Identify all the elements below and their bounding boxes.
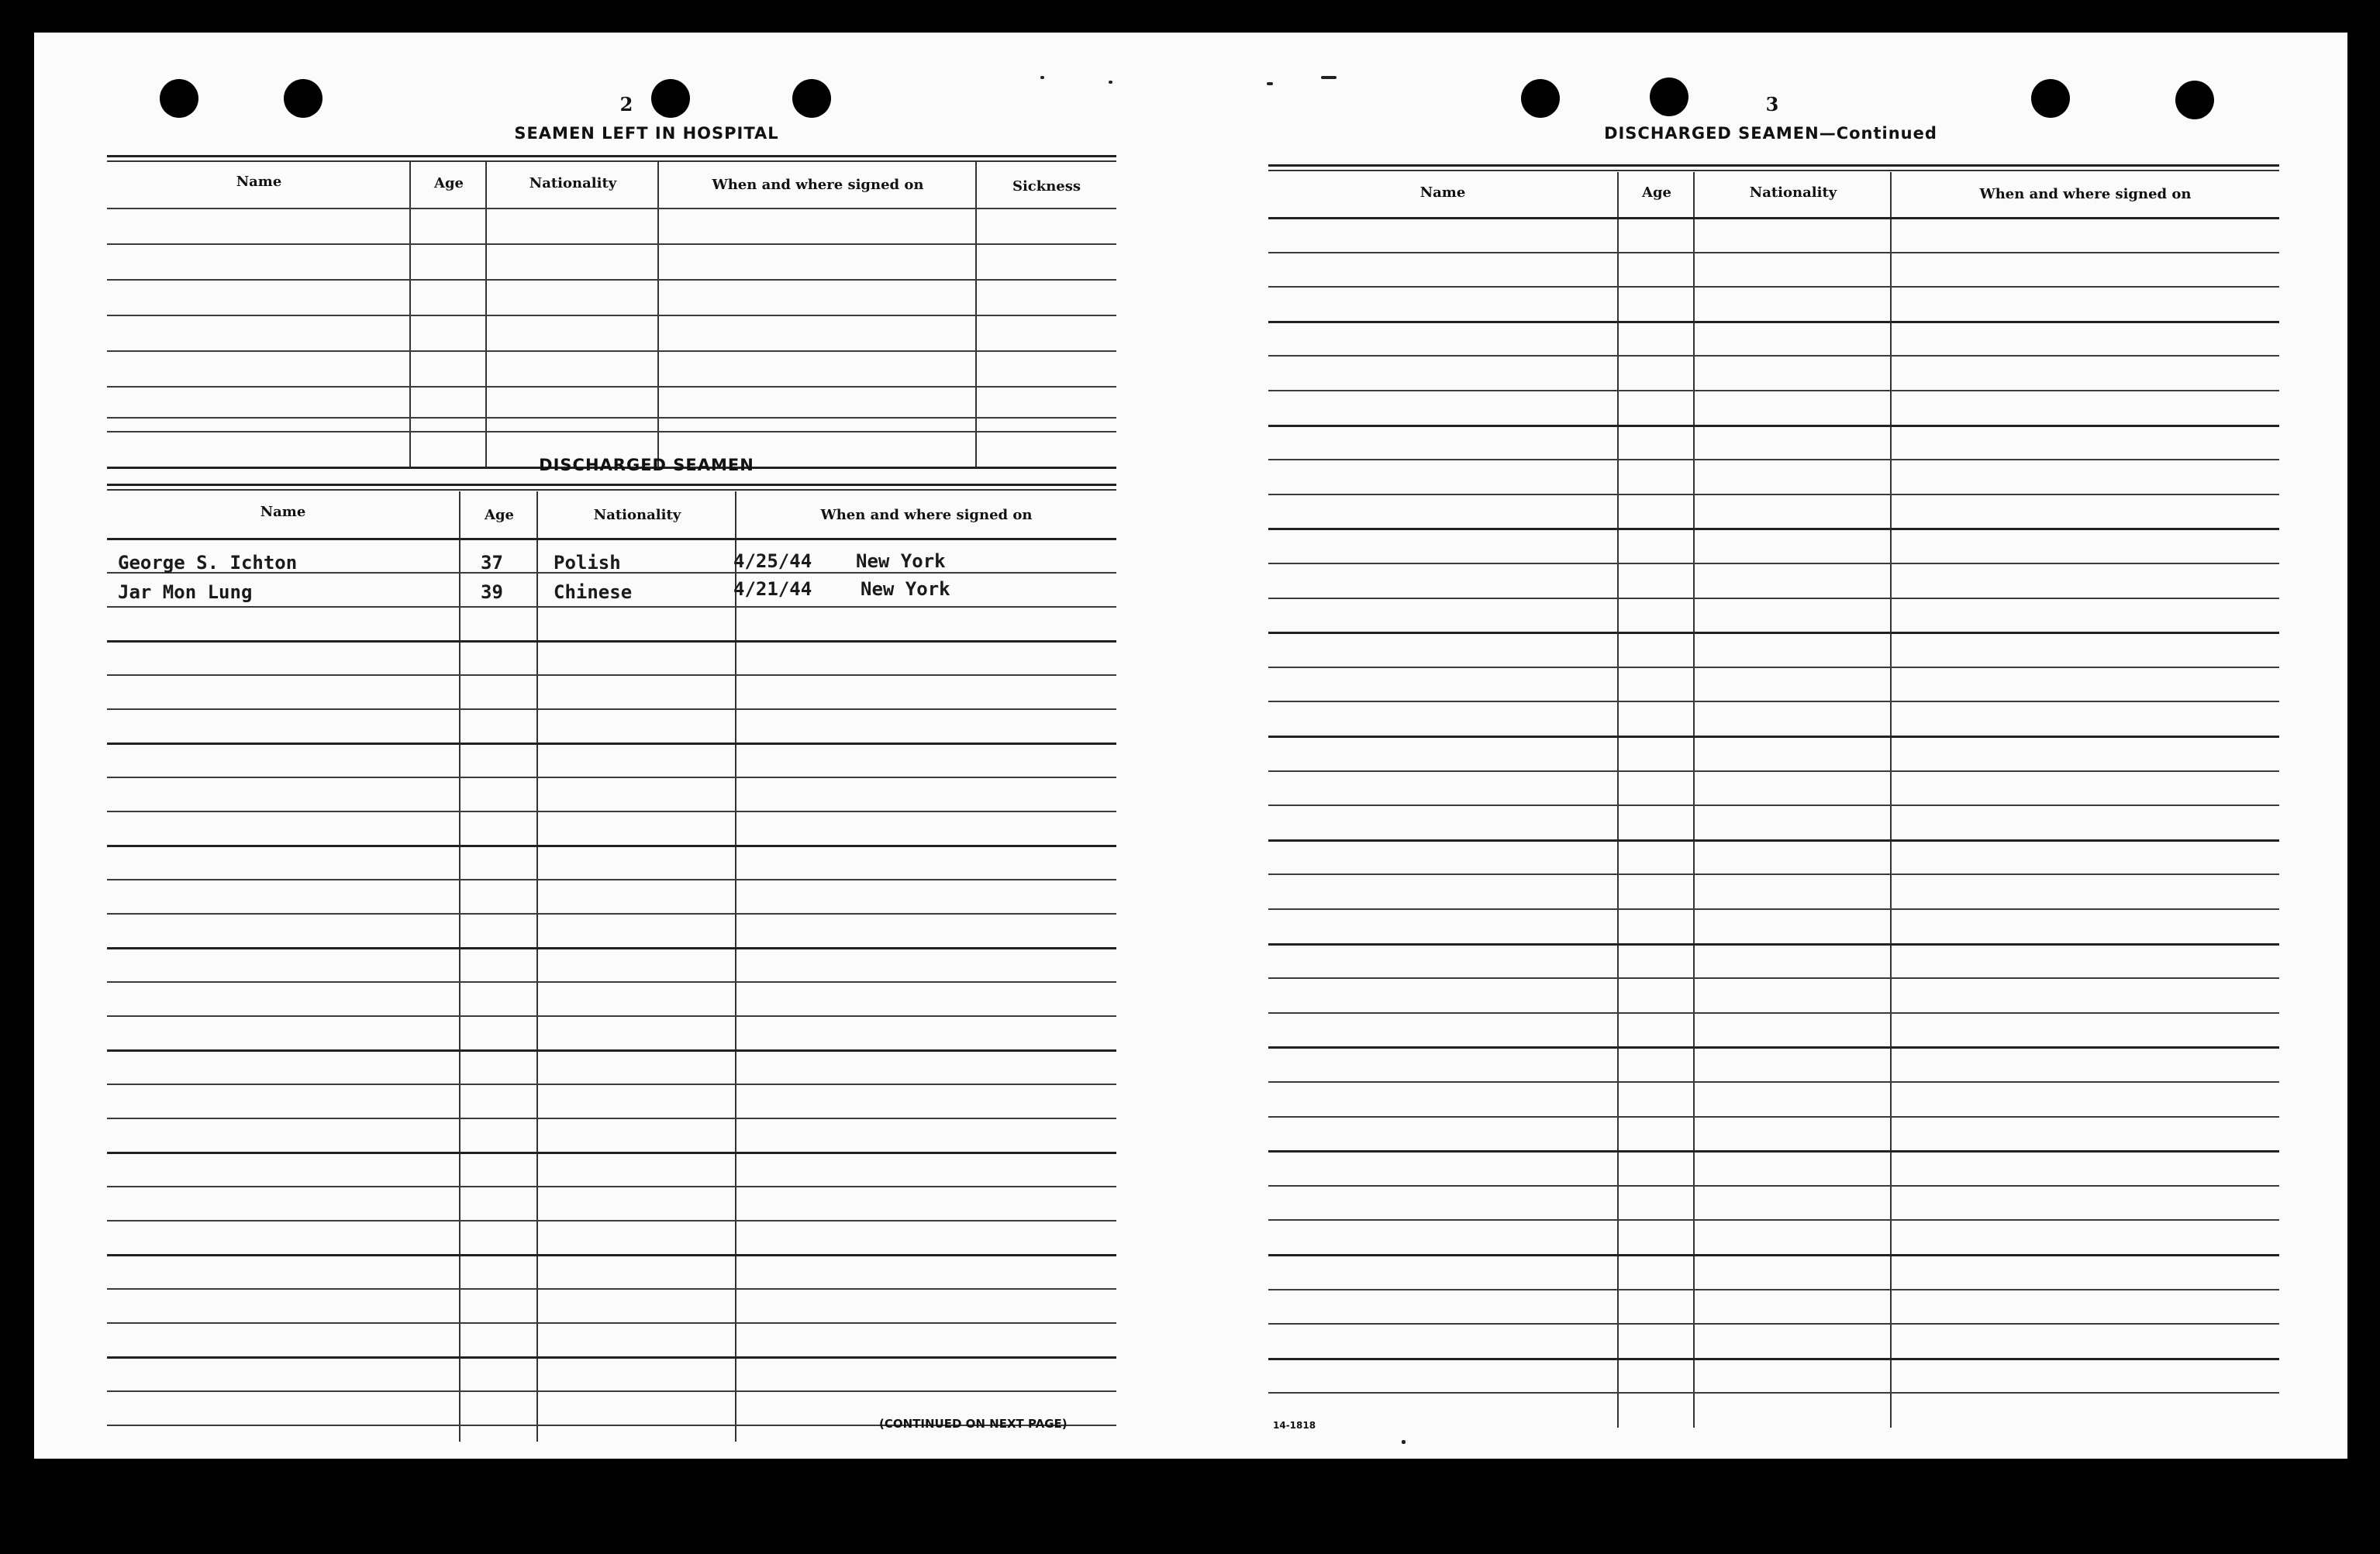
- col-header-name: Name: [236, 174, 282, 190]
- col-header-age: Age: [484, 507, 514, 523]
- speck: [1321, 76, 1337, 79]
- punch-hole: [651, 79, 690, 118]
- entry-place: New York: [861, 578, 950, 600]
- ruled-line: [1268, 908, 2279, 910]
- col-header-sickness: Sickness: [1012, 178, 1081, 195]
- ruled-line: [1268, 873, 2279, 875]
- section-rule: [107, 489, 1116, 491]
- col-header-name: Name: [260, 504, 306, 520]
- ruled-line: [107, 1288, 1116, 1290]
- continued-note: (CONTINUED ON NEXT PAGE): [879, 1417, 1068, 1431]
- entry-nationality: Chinese: [554, 581, 633, 603]
- punch-hole: [284, 79, 323, 118]
- ruled-line: [107, 1049, 1116, 1052]
- section-rule: [107, 484, 1116, 486]
- col-header-signed-on: When and where signed on: [712, 177, 924, 193]
- col-header-name: Name: [1419, 184, 1466, 201]
- document-sheet: [34, 33, 2347, 1459]
- ruled-line: [1268, 217, 2279, 219]
- ruled-line: [1268, 563, 2279, 564]
- top-rule: [107, 155, 1116, 157]
- ruled-line: [107, 1356, 1116, 1359]
- top-rule: [1268, 164, 2279, 167]
- col-header-nationality: Nationality: [593, 507, 681, 523]
- discharged-continued-title: DISCHARGED SEAMEN—Continued: [1604, 124, 1937, 143]
- ruled-line: [1268, 1185, 2279, 1187]
- row-line: [107, 208, 1116, 209]
- column-divider: [1890, 172, 1892, 1428]
- col-header-nationality: Nationality: [1749, 184, 1837, 201]
- entry-place: New York: [856, 550, 946, 572]
- speck: [1109, 81, 1112, 84]
- ruled-line: [1268, 839, 2279, 842]
- ruled-line: [107, 913, 1116, 915]
- ruled-line: [1268, 1289, 2279, 1290]
- ruled-line: [1268, 494, 2279, 495]
- ruled-line: [107, 1118, 1116, 1119]
- ruled-line: [107, 1390, 1116, 1392]
- entry-name: Jar Mon Lung: [118, 581, 253, 603]
- column-divider: [1617, 172, 1619, 1428]
- ruled-line: [107, 1152, 1116, 1154]
- col-header-signed-on: When and where signed on: [820, 507, 1033, 523]
- ruled-line: [107, 981, 1116, 983]
- ruled-line: [107, 845, 1116, 847]
- page-number-right: 3: [1765, 93, 1779, 115]
- entry-date: 4/21/44: [733, 578, 812, 600]
- form-number: 14-1818: [1273, 1420, 1316, 1431]
- discharged-section-title: DISCHARGED SEAMEN: [539, 456, 754, 474]
- ruled-line: [1268, 1046, 2279, 1049]
- ruled-line: [107, 538, 1116, 540]
- ruled-line: [1268, 459, 2279, 460]
- row-line: [107, 279, 1116, 281]
- entry-age: 39: [481, 581, 503, 603]
- ruled-line: [1268, 321, 2279, 323]
- ruled-line: [107, 947, 1116, 949]
- ruled-line: [107, 1220, 1116, 1221]
- col-header-age: Age: [1641, 184, 1671, 201]
- page-number-left: 2: [619, 93, 633, 115]
- col-header-age: Age: [433, 175, 464, 191]
- row-line: [107, 431, 1116, 432]
- entry-date: 4/25/44: [733, 550, 812, 572]
- punch-hole: [2031, 79, 2070, 118]
- punch-hole: [1650, 78, 1688, 116]
- top-rule: [1268, 170, 2279, 171]
- col-header-signed-on: When and where signed on: [1979, 186, 2192, 202]
- speck: [1402, 1440, 1406, 1444]
- ruled-line: [1268, 1219, 2279, 1221]
- top-rule: [107, 160, 1116, 162]
- ruled-line: [1268, 286, 2279, 288]
- ruled-line: [1268, 1012, 2279, 1014]
- ruled-line: [1268, 425, 2279, 427]
- speck: [1040, 76, 1044, 79]
- ruled-line: [1268, 667, 2279, 668]
- ruled-line: [1268, 701, 2279, 702]
- ruled-line: [107, 743, 1116, 745]
- ruled-line: [107, 879, 1116, 880]
- punch-hole: [792, 79, 831, 118]
- speck: [1267, 82, 1273, 85]
- ruled-line: [1268, 528, 2279, 530]
- ruled-line: [107, 811, 1116, 812]
- entry-name: George S. Ichton: [118, 552, 298, 574]
- column-divider: [1693, 172, 1695, 1428]
- ruled-line: [107, 674, 1116, 676]
- ruled-line: [107, 1015, 1116, 1017]
- ruled-line: [1268, 1358, 2279, 1360]
- column-divider: [536, 491, 538, 1442]
- ruled-line: [1268, 1116, 2279, 1118]
- col-header-nationality: Nationality: [529, 175, 617, 191]
- column-divider: [735, 491, 736, 1442]
- hospital-section-title: SEAMEN LEFT IN HOSPITAL: [514, 124, 779, 143]
- ruled-line: [107, 1322, 1116, 1324]
- ruled-line: [1268, 598, 2279, 599]
- ruled-line: [1268, 770, 2279, 772]
- ruled-line: [1268, 355, 2279, 357]
- ruled-line: [1268, 805, 2279, 806]
- ruled-line: [107, 1084, 1116, 1085]
- row-line: [107, 315, 1116, 316]
- ruled-line: [107, 640, 1116, 643]
- entry-nationality: Polish: [554, 552, 621, 574]
- ruled-line: [107, 777, 1116, 778]
- ruled-line: [1268, 1081, 2279, 1083]
- ruled-line: [1268, 252, 2279, 253]
- ruled-line: [1268, 736, 2279, 738]
- entry-age: 37: [481, 552, 503, 574]
- ruled-line: [107, 1254, 1116, 1256]
- ruled-line: [107, 708, 1116, 710]
- row-line: [107, 243, 1116, 245]
- punch-hole: [2175, 81, 2214, 119]
- ruled-line: [1268, 632, 2279, 634]
- row-line: [107, 417, 1116, 419]
- ruled-line: [1268, 1150, 2279, 1153]
- column-divider: [459, 491, 460, 1442]
- ruled-line: [107, 1186, 1116, 1187]
- ruled-line: [1268, 977, 2279, 979]
- punch-hole: [160, 79, 198, 118]
- ruled-line: [1268, 1323, 2279, 1325]
- ruled-line: [107, 606, 1116, 608]
- ruled-line: [1268, 1254, 2279, 1256]
- row-line: [107, 350, 1116, 352]
- ruled-line: [1268, 1392, 2279, 1394]
- punch-hole: [1521, 79, 1560, 118]
- ruled-line: [1268, 943, 2279, 946]
- ruled-line: [1268, 390, 2279, 391]
- row-line: [107, 386, 1116, 388]
